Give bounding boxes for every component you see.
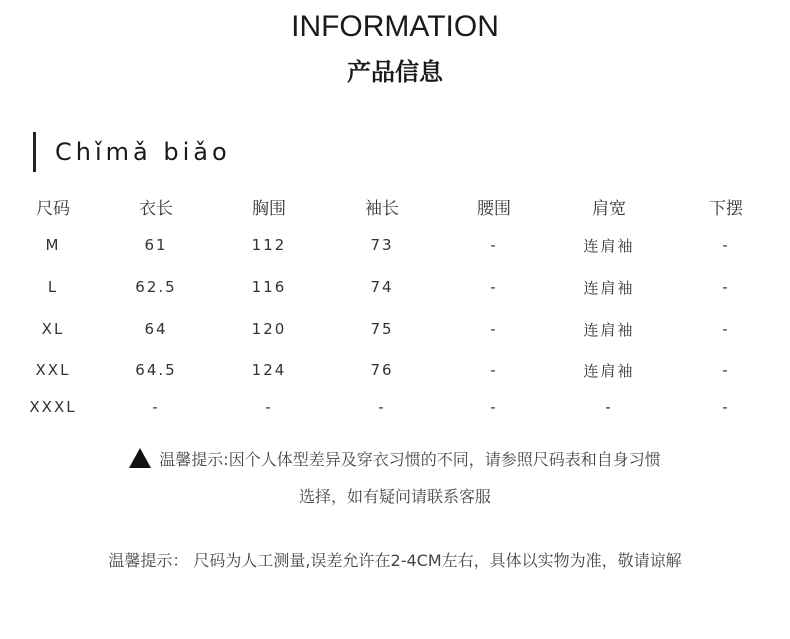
table-row: [0, 224, 790, 266]
size-tip-text: 温馨提示:因个人体型差异及穿衣习惯的不同，请参照尺码表和自身习惯: [159, 450, 661, 469]
table-cell: -: [722, 361, 730, 379]
size-tip-line-2: 选择，如有疑问请联系客服: [298, 487, 491, 506]
table-cell: -: [722, 320, 730, 338]
table-cell: -: [152, 398, 160, 416]
header-cell-sleeve: 袖长: [365, 198, 399, 219]
header-cell-shoulder: 肩宽: [592, 198, 626, 219]
table-row: [0, 308, 790, 350]
table-cell: 连肩袖: [583, 278, 635, 297]
table-cell: XXL: [35, 361, 71, 379]
warning-triangle-icon: [129, 448, 151, 468]
table-cell: 76: [370, 361, 394, 379]
table-cell: 连肩袖: [583, 320, 635, 339]
table-cell: 64.5: [135, 361, 177, 379]
table-cell: 连肩袖: [583, 236, 635, 255]
table-cell: -: [722, 398, 730, 416]
table-cell: -: [722, 236, 730, 254]
size-tip-line-1: [0, 447, 790, 470]
table-cell: -: [490, 320, 498, 338]
table-row: [0, 350, 790, 390]
table-cell: 116: [251, 278, 287, 296]
table-cell: 73: [370, 236, 394, 254]
table-cell: 62.5: [135, 278, 177, 296]
table-cell: -: [378, 398, 386, 416]
table-cell: -: [722, 278, 730, 296]
table-header-row: [0, 188, 790, 224]
table-cell: XXXL: [29, 398, 77, 416]
table-row: [0, 390, 790, 424]
header-cell-hem: 下摆: [709, 198, 743, 219]
header-cell-waist: 腰围: [477, 198, 511, 219]
table-cell: -: [265, 398, 273, 416]
table-cell: 124: [251, 361, 287, 379]
table-cell: M: [45, 236, 61, 254]
header-cell-length: 衣长: [139, 198, 173, 219]
table-cell: 61: [144, 236, 168, 254]
header-cell-bust: 胸围: [252, 198, 286, 219]
page-title-chinese: 产品信息: [347, 58, 443, 86]
table-cell: XL: [41, 320, 65, 338]
table-cell: 74: [370, 278, 394, 296]
table-cell: 75: [370, 320, 394, 338]
measurement-note: 温馨提示： 尺码为人工测量,误差允许在2-4CM左右，具体以实物为准，敬请谅解: [108, 551, 682, 570]
table-cell: -: [490, 398, 498, 416]
table-cell: L: [47, 278, 59, 296]
table-cell: 64: [144, 320, 168, 338]
table-cell: -: [490, 236, 498, 254]
section-divider-bar: [33, 132, 36, 172]
table-cell: -: [490, 361, 498, 379]
section-title: Chǐmǎ biǎo: [55, 138, 231, 166]
header-cell-size: 尺码: [36, 198, 70, 219]
table-cell: -: [490, 278, 498, 296]
page-title-english: INFORMATION: [291, 10, 499, 43]
size-table: [0, 188, 790, 424]
table-cell: -: [605, 398, 613, 416]
table-cell: 112: [251, 236, 287, 254]
table-cell: 连肩袖: [583, 361, 635, 380]
table-cell: 120: [251, 320, 287, 338]
table-row: [0, 266, 790, 308]
